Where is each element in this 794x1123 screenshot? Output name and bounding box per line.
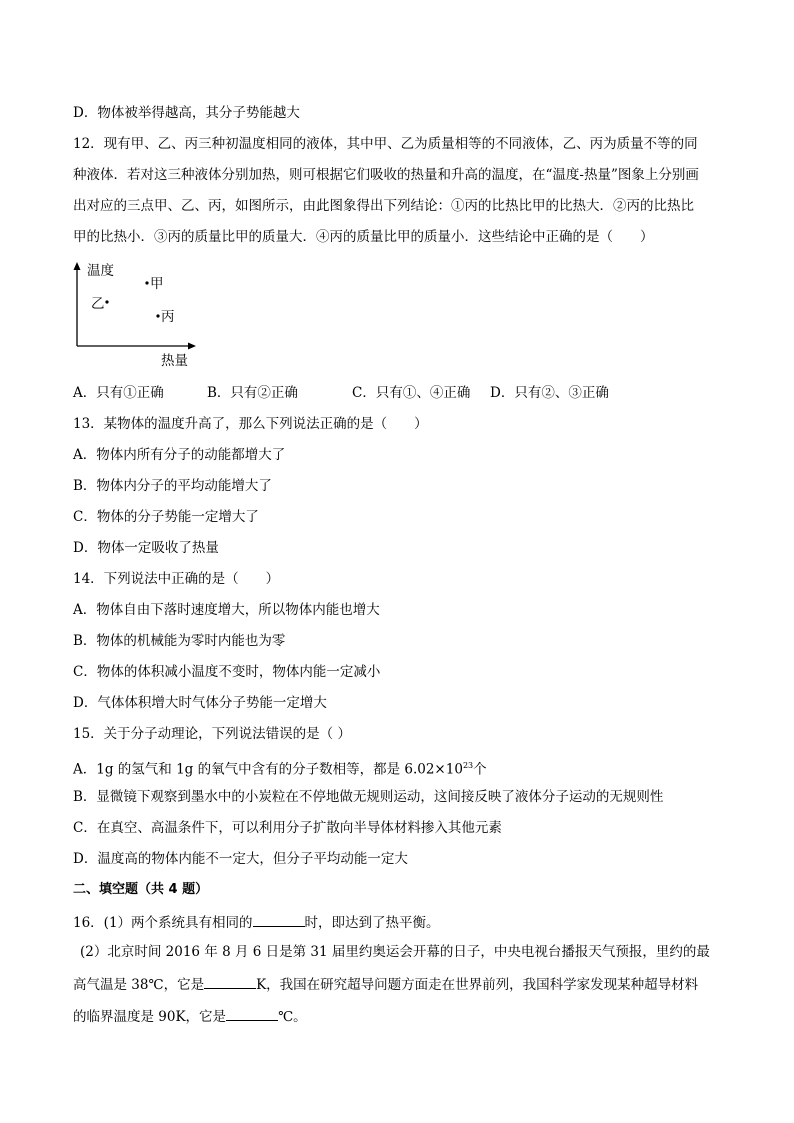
q13-option-c: C．物体的分子势能一定增大了 (73, 509, 259, 525)
graph-label-yi: 乙 (91, 296, 105, 312)
q12-stem-line3: 出对应的三点甲、乙、丙，如图所示，由此图象得出下列结论：①丙的比热比甲的比热大．②丙的比热比 (73, 198, 694, 214)
q12-stem-line1: 12．现有甲、乙、丙三种初温度相同的液体，其中甲、乙为质量相等的不同液体，乙、丙为质量不等的同 (73, 136, 698, 152)
q16-part2-line3-after: ℃。 (278, 1009, 307, 1025)
graph-label-jia: 甲 (150, 276, 164, 292)
q15-option-d: D．温度高的物体内能不一定大，但分子平均动能一定大 (73, 851, 408, 867)
q11-option-d: D．物体被举得越高，其分子势能越大 (73, 105, 300, 121)
graph-y-label: 温度 (87, 263, 114, 279)
q13-option-b: B．物体内分子的平均动能增大了 (73, 478, 272, 494)
q12-options (73, 384, 609, 402)
graph-point-bing (156, 314, 159, 317)
graph-x-arrow (188, 343, 196, 350)
q15-option-b: B．显微镜下观察到墨水中的小炭粒在不停地做无规则运动，这间接反映了液体分子运动的无规则性 (73, 789, 664, 805)
q14-option-c: C．物体的体积减小温度不变时，物体内能一定减小 (73, 664, 381, 680)
q16-part2-line2-after: K，我国在研究超导问题方面走在世界前列，我国科学家发现某种超导材料 (256, 977, 699, 993)
q16-part1 (73, 912, 440, 932)
q15-option-a-exponent: 23 (462, 761, 474, 770)
q14-option-a: A．物体自由下落时速度增大，所以物体内能也增大 (73, 602, 380, 618)
q14-option-d: D．气体体积增大时气体分子势能一定增大 (73, 695, 327, 711)
q13-stem: 13．某物体的温度升高了，那么下列说法正确的是（ ） (73, 416, 428, 432)
q16-part2-line2-before: 高气温是 38℃，它是 (73, 977, 205, 993)
q16-blank-3[interactable] (226, 1006, 278, 1021)
q15-option-a (73, 757, 487, 779)
q16-blank-2[interactable] (204, 974, 256, 989)
q16-part1-text-after: 时，即达到了热平衡。 (304, 915, 440, 931)
q16-part2-line2 (73, 974, 698, 994)
graph-y-arrow (74, 262, 81, 270)
graph-x-label: 热量 (161, 353, 188, 369)
graph-label-bing: 丙 (161, 309, 175, 325)
q12-option-c: C．只有①、④正确 (352, 385, 471, 401)
q12-option-b: B．只有②正确 (207, 385, 298, 401)
q16-part2-line1: (2）北京时间 2016 年 8 月 6 日是第 31 届里约奥运会开幕的日子，中央电视台播报天气预报，里约的最 (80, 944, 710, 960)
q14-stem: 14．下列说法中正确的是（ ） (73, 571, 280, 587)
q12-option-d: D．只有②、③正确 (490, 385, 609, 401)
section-fill-in-blank-title: 二、填空题（共 4 题） (73, 882, 209, 897)
q16-part1-text-before: 16．(1）两个系统具有相同的 (73, 915, 253, 931)
q13-option-a: A．物体内所有分子的动能都增大了 (73, 447, 286, 463)
q15-option-a-unit: 个 (473, 761, 487, 778)
q12-stem-line4: 甲的比热小．③丙的质量比甲的质量大．④丙的质量比甲的质量小．这些结论中正确的是（ ） (73, 229, 654, 245)
q16-part2-line3-before: 的临界温度是 90K，它是 (73, 1009, 227, 1025)
q15-option-c: C．在真空、高温条件下，可以利用分子扩散向半导体材料掺入其他元素 (73, 820, 502, 836)
graph-point-yi (105, 300, 108, 303)
temperature-heat-graph (60, 258, 210, 373)
q16-blank-1[interactable] (253, 912, 305, 927)
q16-part2-line3 (73, 1006, 307, 1026)
graph-point-jia (145, 281, 148, 284)
q12-option-a: A．只有①正确 (73, 385, 164, 401)
q12-stem-line2: 种液体．若对这三种液体分别加热，则可根据它们吸收的热量和升高的温度，在“温度-热量”图象上分别画 (73, 167, 699, 183)
q15-stem: 15．关于分子动理论，下列说法错误的是（ ） (73, 726, 351, 742)
q13-option-d: D．物体一定吸收了热量 (73, 540, 219, 556)
q15-option-a-text: A．1g 的氢气和 1g 的氧气中含有的分子数相等，都是 6.02×10 (73, 761, 463, 778)
q14-option-b: B．物体的机械能为零时内能也为零 (73, 633, 286, 649)
